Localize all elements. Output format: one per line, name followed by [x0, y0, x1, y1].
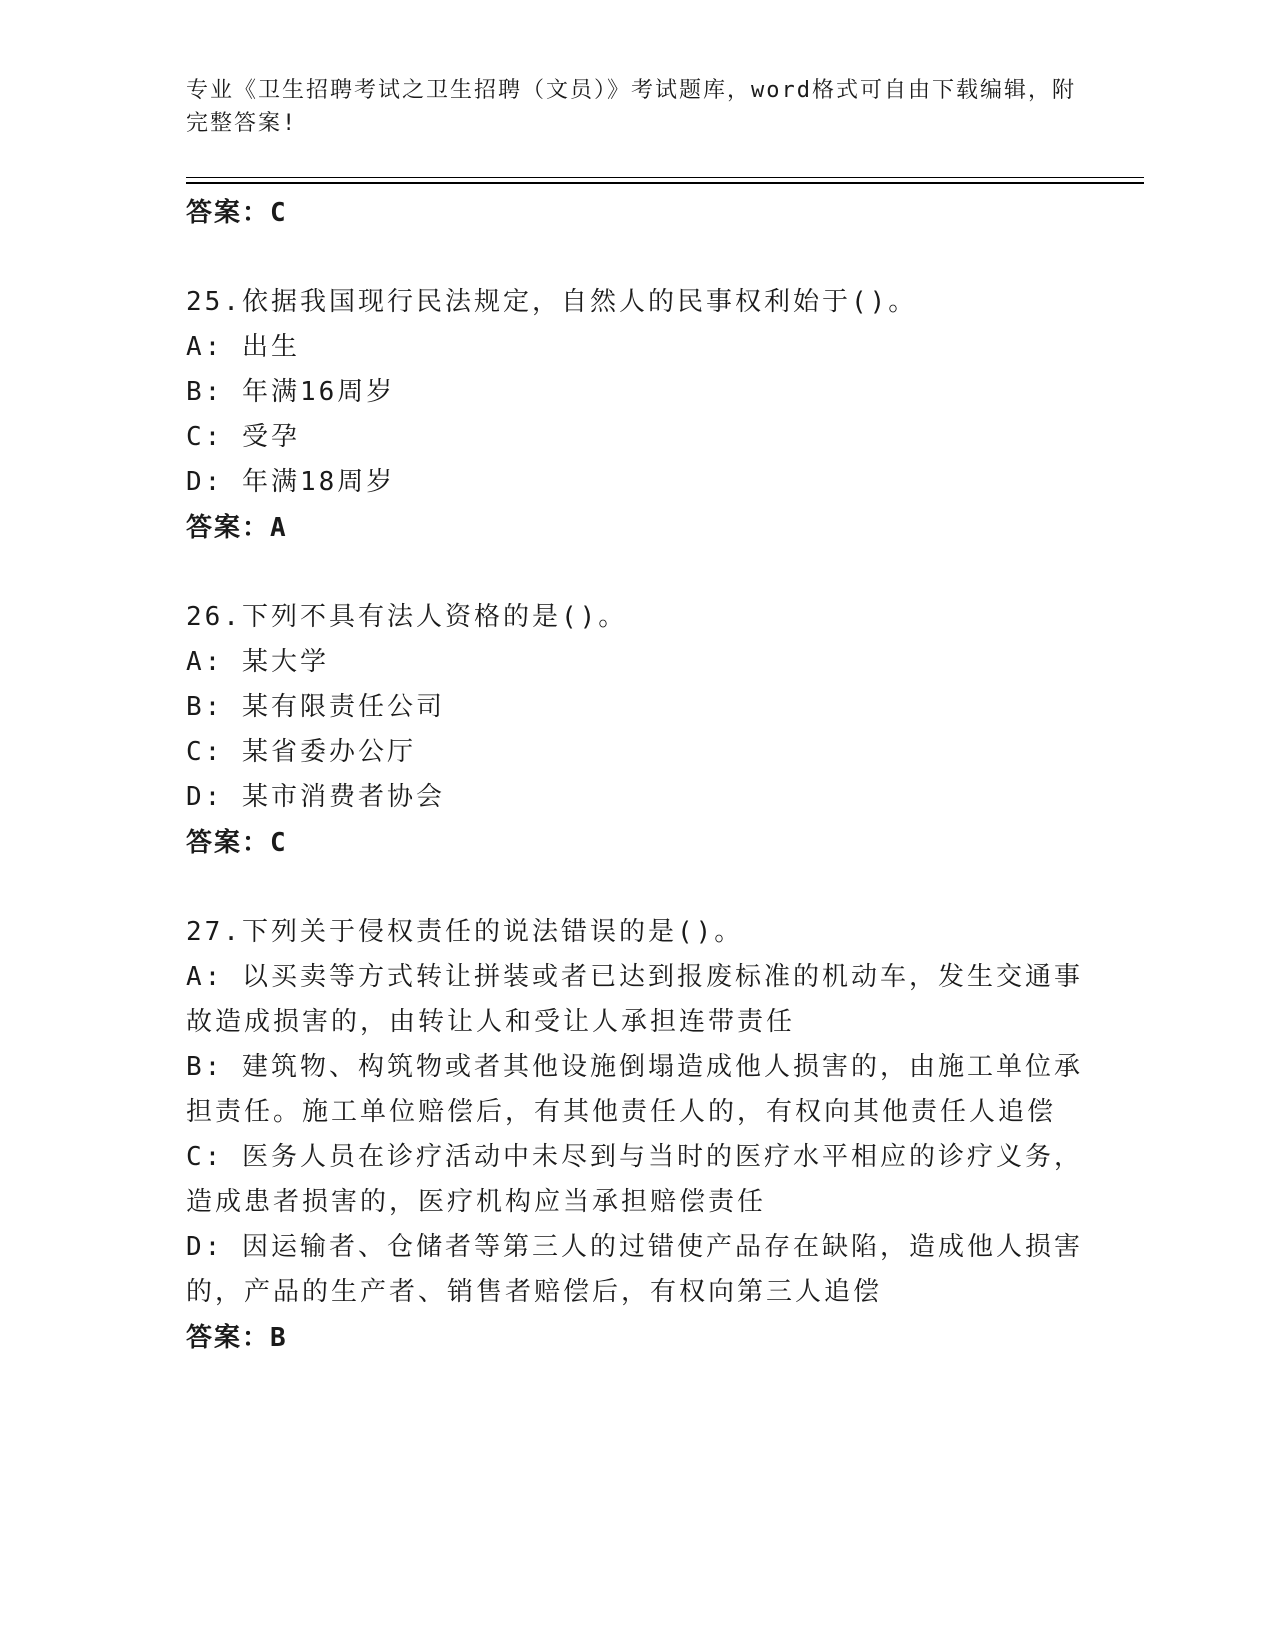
question-stem: 26.下列不具有法人资格的是()。 — [186, 602, 628, 632]
answer-line: 答案：A — [186, 513, 288, 543]
option-b: B: 年满16周岁 — [186, 377, 396, 407]
header-rule-thick — [186, 182, 1144, 184]
answer-line: 答案：B — [186, 1323, 288, 1353]
header-rule-thin — [186, 177, 1144, 178]
spacer — [186, 551, 1086, 595]
option-a: A: 以买卖等方式转让拼装或者已达到报废标准的机动车，发生交通事故造成损害的，由转让人和受让人承担连带责任 — [186, 962, 1083, 1037]
option-c: C: 受孕 — [186, 422, 300, 452]
option-d: D: 年满18周岁 — [186, 467, 396, 497]
option-c: C: 医务人员在诊疗活动中未尽到与当时的医疗水平相应的诊疗义务，造成患者损害的，医疗机构应当承担赔偿责任 — [186, 1142, 1083, 1217]
question-list — [186, 190, 1086, 1361]
option-b: B: 建筑物、构筑物或者其他设施倒塌造成他人损害的，由施工单位承担责任。施工单位赔偿后，有其他责任人的，有权向其他责任人追偿 — [186, 1052, 1083, 1127]
question-stem: 25.依据我国现行民法规定，自然人的民事权利始于()。 — [186, 287, 918, 317]
option-a: A: 出生 — [186, 332, 300, 362]
question-stem: 27.下列关于侵权责任的说法错误的是()。 — [186, 917, 744, 947]
option-b: B: 某有限责任公司 — [186, 692, 445, 722]
spacer — [186, 236, 1086, 280]
option-d: D: 因运输者、仓储者等第三人的过错使产品存在缺陷，造成他人损害的，产品的生产者、销售者赔偿后，有权向第三人追偿 — [186, 1232, 1083, 1307]
option-a: A: 某大学 — [186, 647, 329, 677]
option-c: C: 某省委办公厅 — [186, 737, 416, 767]
question-block — [186, 280, 1086, 551]
spacer — [186, 866, 1086, 910]
document-header: 专业《卫生招聘考试之卫生招聘（文员）》考试题库，word格式可自由下载编辑，附完整答案! — [186, 78, 1076, 136]
answer-line: 答案：C — [186, 828, 288, 858]
question-block — [186, 595, 1086, 866]
option-d: D: 某市消费者协会 — [186, 782, 445, 812]
question-block — [186, 910, 1086, 1361]
previous-answer: 答案：C — [186, 198, 288, 228]
